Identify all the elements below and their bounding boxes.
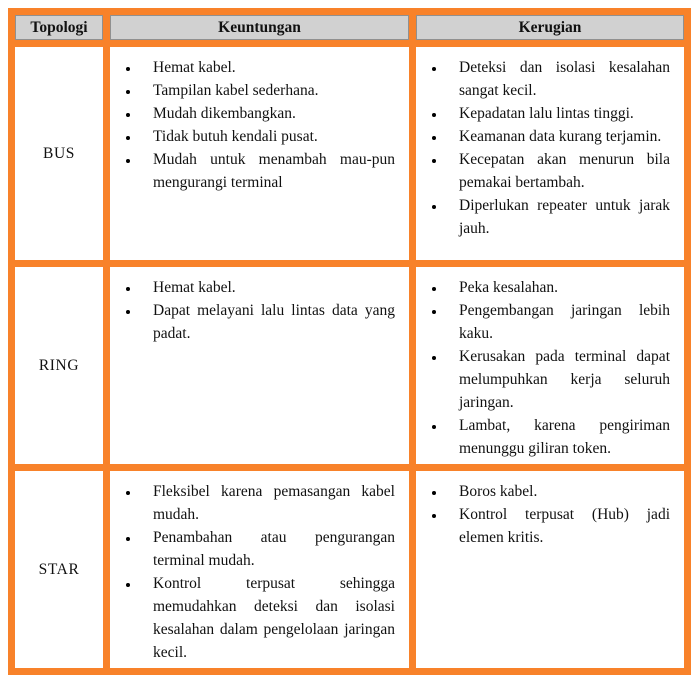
table-row-ring	[15, 267, 684, 464]
star-advantages-list	[110, 480, 403, 664]
list-item: • Kontrol terpusat sehingga memudahkan deteksi dan isolasi kesalahan dalam pengelolaan jaringan kecil.	[140, 572, 403, 664]
list-item: • Diperlukan repeater untuk jarak jauh.	[446, 194, 678, 240]
list-item: • Mudah untuk menambah mau-pun mengurangi terminal	[140, 148, 403, 194]
list-item: • Tidak butuh kendali pusat.	[140, 125, 403, 148]
list-item: • Hemat kabel.	[140, 276, 403, 299]
table-row-bus	[15, 47, 684, 260]
list-item: • Kontrol terpusat (Hub) jadi elemen kritis.	[446, 503, 678, 549]
list-item: • Penambahan atau pengurangan terminal mudah.	[140, 526, 403, 572]
star-disadvantages-list	[416, 480, 678, 549]
star-disadvantages-cell	[416, 471, 684, 668]
table-row-star	[15, 471, 684, 668]
topology-label-bus: BUS	[15, 47, 103, 260]
list-item: • Hemat kabel.	[140, 56, 403, 79]
ring-disadvantages-cell	[416, 267, 684, 464]
list-item: • Peka kesalahan.	[446, 276, 678, 299]
list-item: • Lambat, karena pengiriman menunggu giliran token.	[446, 414, 678, 460]
list-item: • Pengembangan jaringan lebih kaku.	[446, 299, 678, 345]
topology-comparison-table	[8, 8, 691, 675]
list-item: • Tampilan kabel sederhana.	[140, 79, 403, 102]
topology-label-star: STAR	[15, 471, 103, 668]
header-topologi: Topologi	[15, 15, 103, 40]
bus-disadvantages-list	[416, 56, 678, 240]
list-item: • Kecepatan akan menurun bila pemakai bertambah.	[446, 148, 678, 194]
list-item: • Deteksi dan isolasi kesalahan sangat kecil.	[446, 56, 678, 102]
ring-disadvantages-list	[416, 276, 678, 460]
header-kerugian: Kerugian	[416, 15, 684, 40]
list-item: • Mudah dikembangkan.	[140, 102, 403, 125]
header-row	[15, 15, 684, 40]
header-keuntungan: Keuntungan	[110, 15, 409, 40]
bus-advantages-cell	[110, 47, 409, 260]
topology-label-ring: RING	[15, 267, 103, 464]
list-item: • Kepadatan lalu lintas tinggi.	[446, 102, 678, 125]
ring-advantages-cell	[110, 267, 409, 464]
list-item: • Dapat melayani lalu lintas data yang padat.	[140, 299, 403, 345]
bus-advantages-list	[110, 56, 403, 194]
list-item: • Kerusakan pada terminal dapat melumpuhkan kerja seluruh jaringan.	[446, 345, 678, 414]
list-item: • Boros kabel.	[446, 480, 678, 503]
ring-advantages-list	[110, 276, 403, 345]
star-advantages-cell	[110, 471, 409, 668]
list-item: • Keamanan data kurang terjamin.	[446, 125, 678, 148]
bus-disadvantages-cell	[416, 47, 684, 260]
list-item: • Fleksibel karena pemasangan kabel mudah.	[140, 480, 403, 526]
